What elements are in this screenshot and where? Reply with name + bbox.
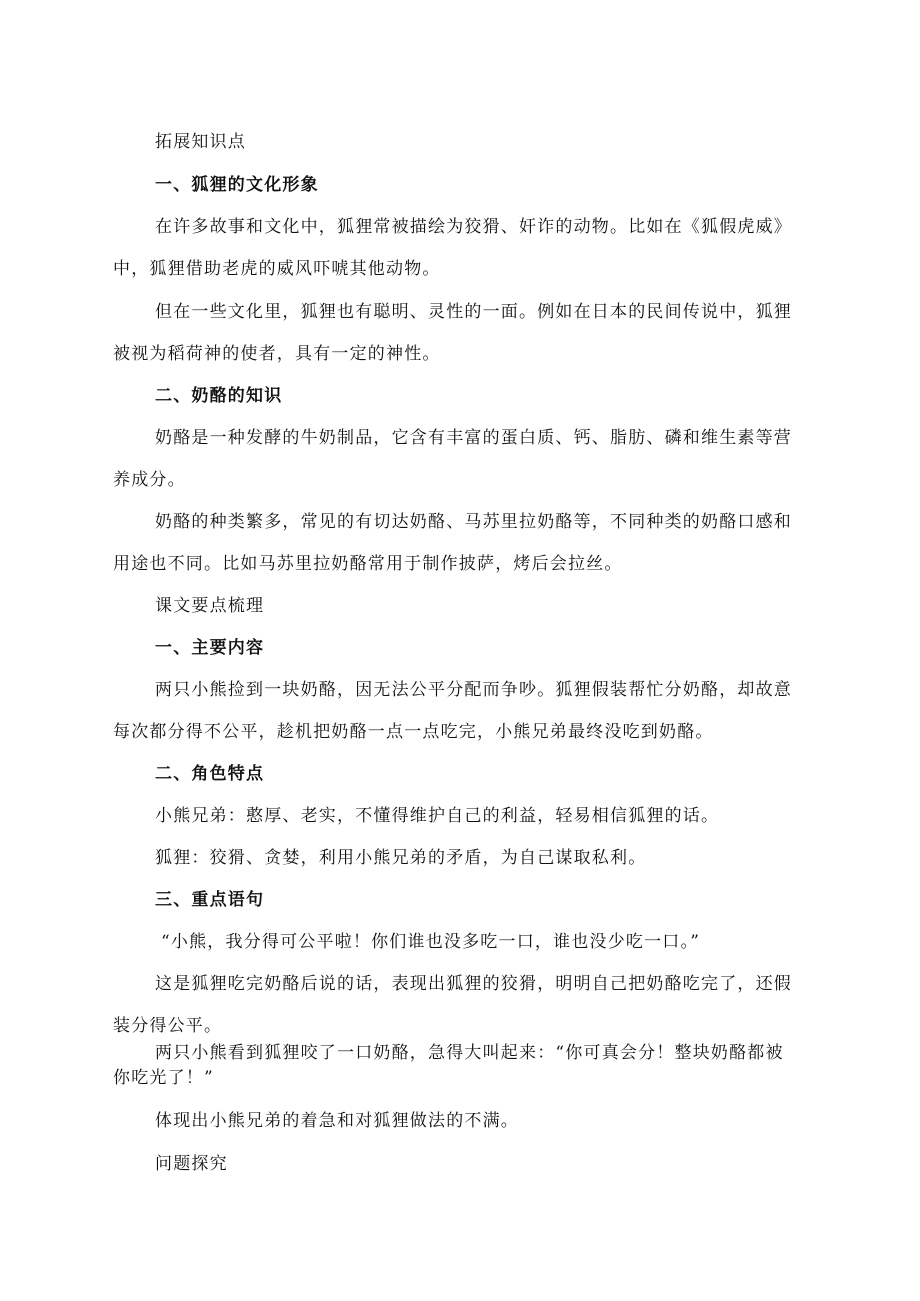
heading-key-sentences: 三、重点语句 (155, 890, 265, 910)
heading-character-traits: 二、角色特点 (155, 764, 265, 784)
paragraph-line: 被视为稻荷神的使者，具有一定的神性。 (113, 344, 441, 364)
paragraph-line: 奶酪的种类繁多，常见的有切达奶酪、马苏里拉奶酪等，不同种类的奶酪口感和 (155, 512, 792, 532)
paragraph-line: 狐狸：狡猾、贪婪，利用小熊兄弟的矛盾，为自己谋取私利。 (155, 848, 647, 868)
section-title-lesson-points: 课文要点梳理 (155, 596, 265, 616)
paragraph-line: 用途也不同。比如马苏里拉奶酪常用于制作披萨，烤后会拉丝。 (113, 554, 623, 574)
quote-line: “小熊，我分得可公平啦！你们谁也没多吃一口，谁也没少吃一口。” (161, 932, 701, 952)
paragraph-line: 每次都分得不公平，趁机把奶酪一点一点吃完，小熊兄弟最终没吃到奶酪。 (113, 722, 714, 742)
paragraph-line: 但在一些文化里，狐狸也有聪明、灵性的一面。例如在日本的民间传说中，狐狸 (155, 302, 792, 322)
paragraph-line: 体现出小熊兄弟的着急和对狐狸做法的不满。 (155, 1111, 519, 1131)
paragraph-line: 两只小熊捡到一块奶酪，因无法公平分配而争吵。狐狸假装帮忙分奶酪，却故意 (155, 680, 792, 700)
paragraph-line: 奶酪是一种发酵的牛奶制品，它含有丰富的蛋白质、钙、脂肪、磷和维生素等营 (155, 428, 792, 448)
paragraph-line: 养成分。 (113, 470, 186, 490)
paragraph-line: 这是狐狸吃完奶酪后说的话，表现出狐狸的狡猾，明明自己把奶酪吃完了，还假 (155, 974, 792, 994)
heading-main-content: 一、主要内容 (155, 638, 265, 658)
quote-line: 你吃光了！” (113, 1068, 214, 1088)
paragraph-line: 在许多故事和文化中，狐狸常被描绘为狡猾、奸诈的动物。比如在《狐假虎威》 (155, 217, 792, 237)
paragraph-line: 小熊兄弟：憨厚、老实，不懂得维护自己的利益，轻易相信狐狸的话。 (155, 806, 720, 826)
paragraph-line: 装分得公平。 (113, 1016, 223, 1036)
section-title-problem-inquiry: 问题探究 (155, 1154, 228, 1174)
section-title-extended-knowledge: 拓展知识点 (155, 132, 246, 152)
quote-line: 两只小熊看到狐狸咬了一口奶酪，急得大叫起来：“你可真会分！整块奶酪都被 (155, 1043, 784, 1063)
paragraph-line: 中，狐狸借助老虎的威风吓唬其他动物。 (113, 259, 441, 279)
heading-fox-culture: 一、狐狸的文化形象 (155, 175, 319, 195)
heading-cheese-knowledge: 二、奶酪的知识 (155, 386, 283, 406)
